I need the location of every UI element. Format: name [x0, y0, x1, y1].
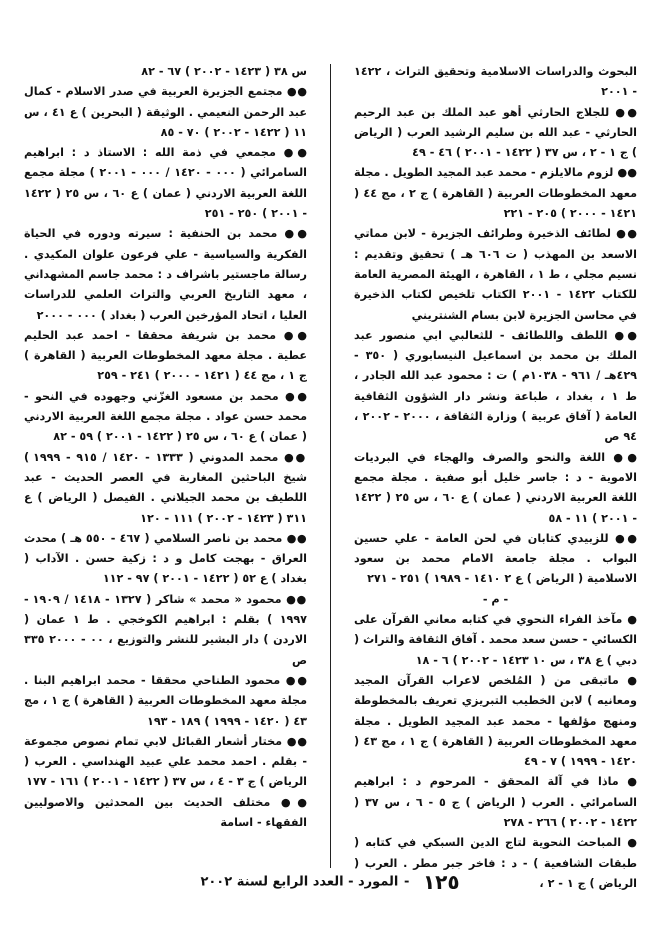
list-item: ● مآخذ الفراء النحوي في كتابه معاني القرآن على الكسائي - حسن سعد محمد . آفاق الثقافة والتراث ( دبي ) ع ٣٨ ، س ١٠ ١٤٢٣ - ٢٠٠٢ ) ٦ - ١٨: [354, 613, 637, 667]
left-column: [24, 62, 307, 882]
list-item: ●● للزبيدي كتابان في لحن العامة - علي حسين البواب . مجلة جامعة الامام محمد بن سعود الاسلامية ( الرياض ) ع ٢ ١٤١٠ - ١٩٨٩ ) ٢٥١ - ٢٧١: [354, 531, 637, 586]
list-item: ●● لزوم مالايلزم - محمد عبد المجيد الطويل . مجلة معهد المخطوطات العربية ( القاهرة ) ج ٢ ، مج ٤٤ ( ١٤٢١ - ٢٠٠٠ ) ٢٠٥ - ٢٢١: [354, 166, 637, 221]
list-item: ●● مختار أشعار القبائل لابي تمام نصوص مجموعة - بقلم . احمد محمد علي عبيد الهنداسي . العرب ( الرياض ) ج ٣ - ٤ ، س ٣٧ ( ١٤٢٢ - ٢٠٠١ ) ١٦١ - ١٧٧: [24, 734, 307, 789]
page-footer: [170, 870, 490, 898]
footer-separator: -: [403, 874, 410, 890]
list-item: ● المباحث النحوية لتاج الدين السبكي في كتابه ( طبقات الشافعية ) - د : فاخر جبر مطر . العرب ( الرياض ) ج ١ - ٢ ،: [354, 836, 637, 890]
list-item: ●● محمد بن مسعود الغزّني وجهوده في النحو - محمد حسن عواد . مجلة مجمع اللغة العربية الاردني ( عمان ) ع ٦٠ ، س ٢٥ ( ١٤٢٢ - ٢٠٠١ ) ٥٩ - ٨٢: [24, 389, 307, 444]
section-letter-heading: - م -: [482, 592, 509, 606]
list-item: ●● لطائف الذخيرة وطرائف الجزيرة - لابن مماتي الاسعد بن المهذب ( ت ٦٠٦ هـ ) تحقيق وتقديم : نسيم مجلي ، ط ١ ، القاهرة ، الهيئة المصرية العامة للكتاب ١٤٢٢ - ٢٠٠١ الكتاب تلخيص لكتاب الذخيرة في محاسن الجزيرة لابن بسام الشنتريني: [354, 227, 637, 322]
list-item: ●● محمد بن الحنفية : سيرته ودوره في الحياة الفكرية والسياسية - علي فرعون علوان المكيدي . رسالة ماجستير باشراف د : محمد جاسم المشهداني ، معهد التاريخ العربي والتراث العلمي للدراسات العليا ، اتحاد المؤرخين العرب ( بغداد ) ٠٠٠ - ٢٠٠٠: [24, 227, 307, 322]
list-item: ●● مختلف الحديث بين المحدثين والاصوليين الفقهاء - اسامة: [24, 795, 307, 829]
list-item: ●● محمد بن ناصر السلامي ( ٤٦٧ - ٥٥٠ هـ ) محدث العراق - بهجت كامل و د : زكية حسن . الآداب ( بغداد ) ع ٥٢ ( ١٤٢٢ - ٢٠٠١ ) ٩٧ - ١١٢: [24, 531, 308, 586]
list-item: البحوث والدراسات الاسلامية وتحقيق التراث ، ١٤٢٢ - ٢٠٠١: [354, 65, 637, 99]
list-item: ●● محمود « محمد » شاكر ( ١٣٢٧ - ١٤١٨ / ١٩٠٩ - ١٩٩٧ ) بقلم : ابراهيم الكوخجي . ط ١ عمان ( الاردن ) دار البشير للنشر والتوزيع ، ٠٠ - ٢٠٠٠ ٣٣٥ ص: [24, 592, 308, 667]
list-item: ●● اللطف واللطائف - للثعالبي ابي منصور عبد الملك بن محمد بن اسماعيل النيسابوري ( ٣٥٠ - ٤٢٩هـ / ٩٦١ - ١٠٣٨م ) ت : محمود عبد الله الجادر ، ط ١ ، بغداد ، طباعة ونشر دار الشؤون الثقافية العامة ( آفاق عربية ) وزارة الثقافة ، ٢٠٠٠ - ٢٠٠٢ ، ٩٤ ص: [354, 328, 638, 444]
list-item: ●● للجلاج الحارثي أهو عبد الملك بن عبد الرحيم الحارثي - عبد الله بن سليم الرشيد العرب ( الرياض ) ج ١ - ٢ ، س ٣٧ ( ١٤٢٢ - ٢٠٠١ ) ٤٦ - ٤٩: [354, 105, 637, 160]
column-divider: [330, 64, 331, 868]
list-item: ●● محمود الطناحي محققا - محمد ابراهيم البنا . مجلة معهد المخطوطات العربية ( القاهرة ) ج ١ ، مج ٤٣ ( ١٤٢٠ - ١٩٩٩ ) ١٨٩ - ١٩٣: [24, 673, 308, 728]
list-item: ●● محمد بن شريفة محققا - احمد عبد الحليم عطية . مجلة معهد المخطوطات العربية ( القاهرة ) ج ١ ، مج ٤٤ ( ١٤٢١ - ٢٠٠٠ ) ٢٤١ - ٢٥٩: [24, 328, 307, 383]
list-item: ●● مجتمع الجزيرة العربية في صدر الاسلام - كمال عبد الرحمن النعيمي . الوثيقة ( البحرين ) ع ٤١ ، س ١١ ( ١٤٢٢ - ٢٠٠٢ ) ٧٠ - ٨٥: [24, 85, 307, 139]
list-item: ●● مجمعي في ذمة الله : الاستاذ د : ابراهيم السامرائي ( ٠٠٠ - ١٤٢٠ / ٠٠٠ - ٢٠٠١ ) مجلة مجمع اللغة العربية الاردني ( عمان ) ع ٦٠ ، س ٢٥ ( ١٤٢٢ - ٢٠٠١ ) ٢٥٠ - ٢٥١: [24, 146, 307, 221]
list-item: ●● اللغة والنحو والصرف والهجاء في البرديات الاموية - د : جاسر خليل أبو صفية . مجلة مجمع اللغة العربية الاردني ( عمان ) ع ٦٠ ، س ٢٥ ( ١٤٢٢ - ٢٠٠١ ) ١١ - ٥٨: [354, 450, 637, 525]
list-item: ● ماذا في آلة المحقق - المرحوم د : ابراهيم السامرائي . العرب ( الرياض ) ج ٥ - ٦ ، س ٣٧ ( ١٤٢٢ - ٢٠٠٢ ) ٢٦٦ - ٢٧٨: [354, 775, 638, 829]
list-item: س ٣٨ ( ١٤٢٣ - ٢٠٠٢ ) ٦٧ - ٨٢: [141, 65, 307, 78]
list-item: ● ماتبقى من ( المُلخص لاعراب القرآن المجيد ومعانيه ) لابن الخطيب التبريزي تعريف بالمخطوطة ومنهج مؤلفها - محمد عبد المجيد الطويل . مجلة معهد المخطوطات العربية ( القاهرة ) ج ١ ، مج ٤٣ ( ١٤٢٠ - ١٩٩٩ ) ٧ - ٤٩: [354, 673, 637, 769]
page-number: ١٢٥: [422, 870, 460, 894]
list-item: ●● محمد المدوني ( ١٣٣٣ - ١٤٢٠ / ٩١٥ - ١٩٩٩ ) شيخ الباحثين المغاربة في العصر الحديث - عبد اللطيف بن محمد الجيلاني . الفيصل ( الرياض ) ع ٣١١ ( ١٤٢٣ - ٢٠٠٢ ) ١١١ - ١٢٠: [24, 450, 307, 525]
journal-title: المورد - العدد الرابع لسنة ٢٠٠٢: [200, 874, 399, 890]
